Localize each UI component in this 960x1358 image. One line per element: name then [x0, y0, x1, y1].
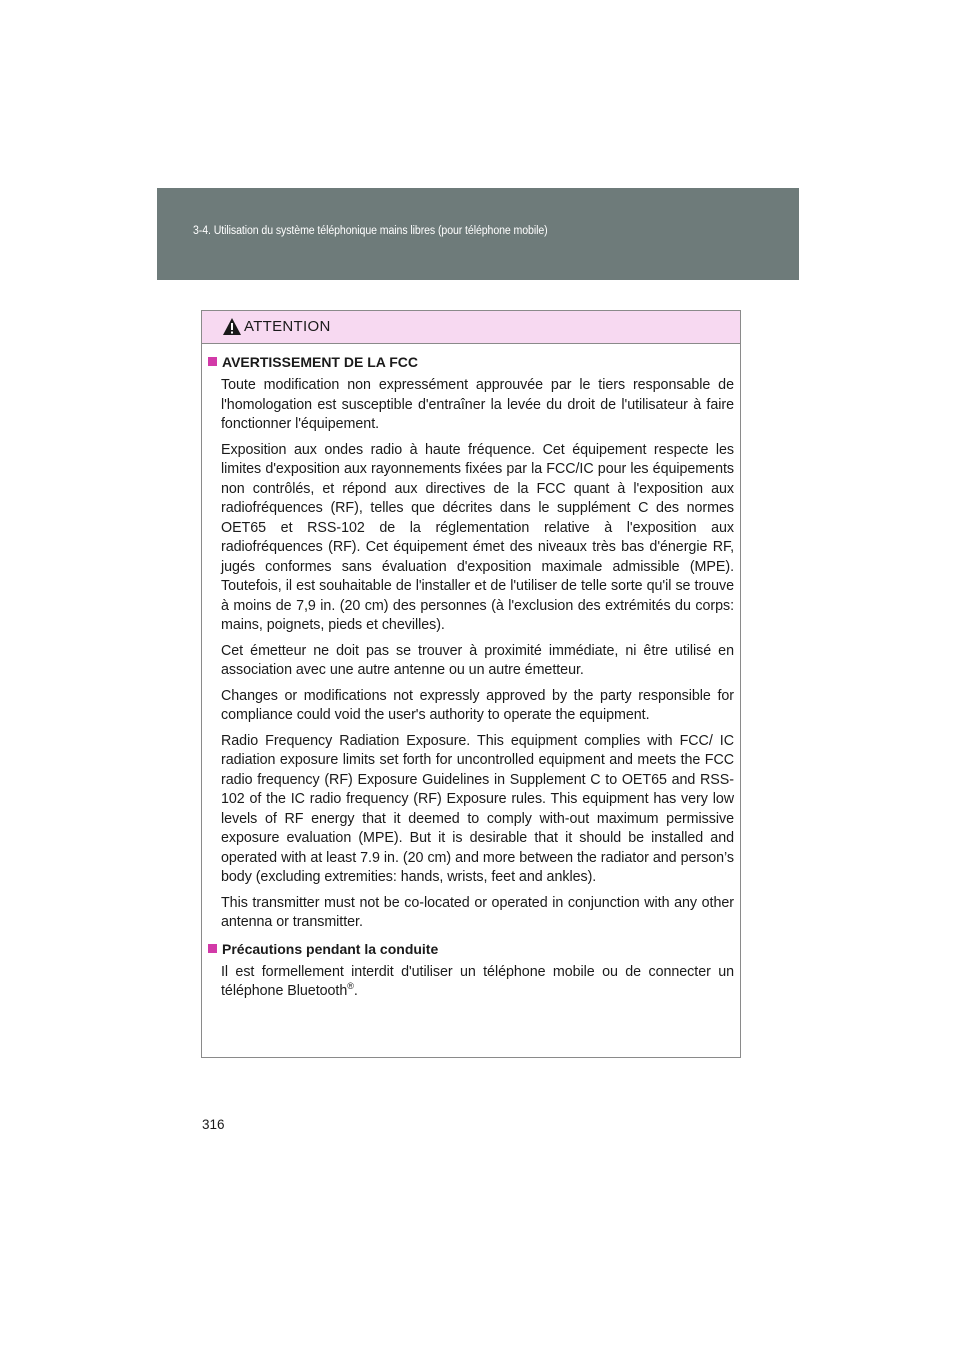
paragraph: Toute modification non expressément approuvée par le tiers responsable de l'homologation est susceptible d'entraîner la levée du droit de l'utilisateur à faire fonctionner l'équipement. [221, 377, 734, 432]
chapter-title: 3-4. Utilisation du système téléphonique mains libres (pour téléphone mobile) [193, 225, 548, 237]
paragraph: Exposition aux ondes radio à haute fréquence. Cet équipement respecte les limites d'exposition aux rayonnements fixées par la FCC/IC pour les équipements non contrôlés, et répond aux directives de la FCC quant à l'exposition aux radiofréquences (RF), telles que décrites dans le supplément C des normes OET65 et RSS-102 de la réglementation relative à l'exposition aux radiofréquences (RF). Cet équipement émet des niveaux très bas d'énergie RF, jugés conformes sans évaluation d'exposition maximale admissible (MPE). Toutefois, il est souhaitable de l'installer et de l'utiliser de telle sorte qu'il se trouve à moins de 7,9 in. (20 cm) des personnes (à l'exclusion des extrémités du corps: mains, poignets, pieds et chevilles). [221, 441, 734, 633]
section-heading-driving [208, 939, 734, 959]
page-number: 316 [202, 1117, 225, 1132]
attention-box [201, 310, 741, 1058]
square-bullet-icon [208, 944, 217, 953]
attention-title: ATTENTION [244, 318, 331, 335]
section-heading-fcc [208, 352, 734, 372]
paragraph: Radio Frequency Radiation Exposure. This equipment complies with FCC/ IC radiation exposure limits set forth for uncontrolled equipment and meets the FCC radio frequency (RF) Exposure Guidelines in Supplement C to OET65 and RSS-102 of the IC radio frequency (RF) Exposure rules. This equipment has very low levels of RF energy that it deemed to comply with-out maximum permissive exposure evaluation (MPE). But it is desirable that it should be installed and operated with at least 7.9 in. (20 cm) and more between the radiator and person’s body (excluding extremities: hands, wrists, feet and ankles). [221, 732, 734, 885]
paragraph-end: . [353, 983, 358, 999]
paragraph: Cet émetteur ne doit pas se trouver à proximité immédiate, ni être utilisé en association avec une autre antenne ou un autre émetteur. [221, 642, 734, 678]
paragraph [221, 963, 734, 1002]
warning-triangle-icon [222, 317, 242, 336]
paragraph-text: Il est formellement interdit d'utiliser un téléphone mobile ou de connecter un téléphone Bluetooth [221, 963, 734, 999]
attention-header [202, 311, 740, 344]
paragraph: Changes or modifications not expressly approved by the party responsible for compliance could void the user's authority to operate the equipment. [221, 687, 734, 723]
attention-body [202, 344, 740, 1002]
square-bullet-icon [208, 357, 217, 366]
paragraph: This transmitter must not be co-located or operated in conjunction with any other antenna or transmitter. [221, 894, 734, 930]
registered-mark: ® [347, 981, 354, 992]
section-heading-text: AVERTISSEMENT DE LA FCC [222, 354, 419, 370]
chapter-header-band [157, 188, 799, 280]
section-heading-text: Précautions pendant la conduite [222, 940, 439, 957]
